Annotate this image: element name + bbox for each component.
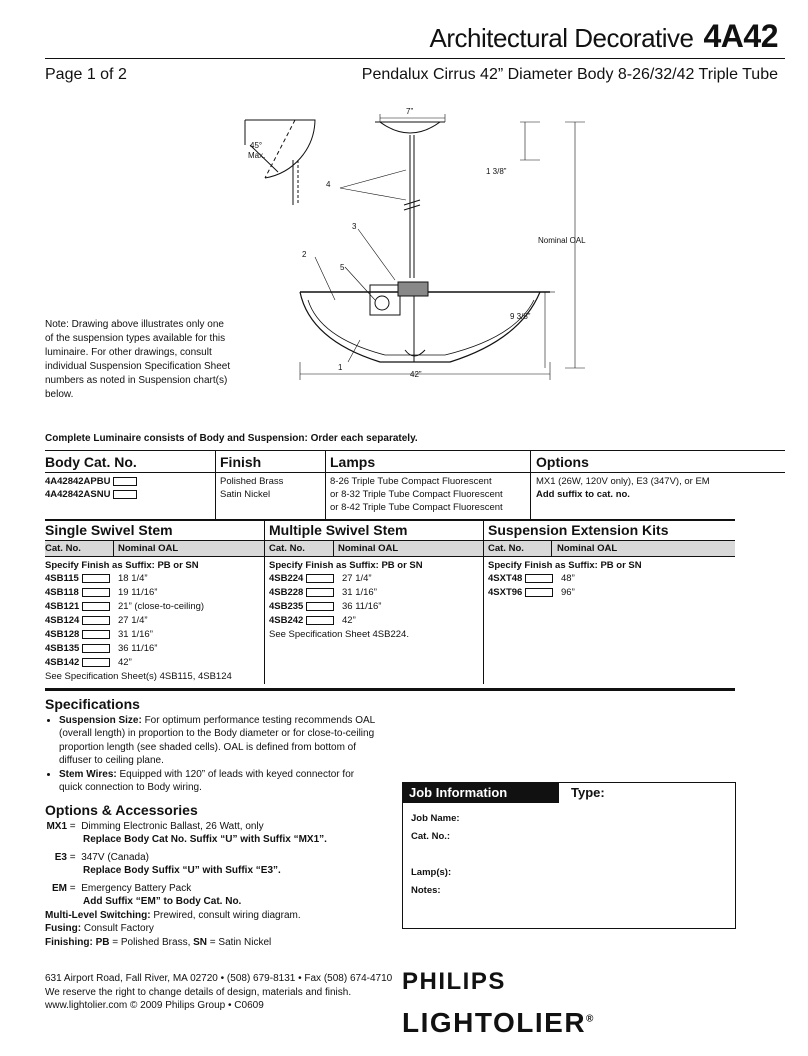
- single-see-sheet: See Specification Sheet(s) 4SB115, 4SB124: [45, 671, 232, 682]
- multiple-row: 4SB242 42”: [269, 615, 356, 626]
- extension-title: Suspension Extension Kits: [488, 522, 669, 538]
- angle-suffix: Max.: [248, 151, 266, 160]
- lamp-2: or 8-32 Triple Tube Compact Fluorescent: [330, 489, 503, 500]
- options-header: Options: [536, 454, 589, 470]
- spec-item: • Suspension Size: For optimum performance testing recommends OAL (overall length) in proportion to the Body diameter or for close-to-ceiling proportion length (see shaded cells). OAL is defined from bottom of diffuser to ceiling plane.: [59, 714, 375, 768]
- body-cat-1: 4A42842APBU: [45, 475, 137, 489]
- extension-row: 4SXT48 48”: [488, 573, 575, 584]
- callout-5: 5: [340, 263, 345, 272]
- multiple-row: 4SB235 36 11/16”: [269, 601, 382, 612]
- order-note: Complete Luminaire consists of Body and Suspension: Order each separately.: [45, 433, 418, 444]
- single-row: 4SB121 21” (close-to-ceiling): [45, 601, 205, 612]
- job-type-label: Type:: [571, 785, 605, 800]
- finish-1: Polished Brass: [220, 476, 284, 487]
- callout-1: 1: [338, 363, 343, 372]
- specifications-section: [45, 698, 375, 795]
- callout-2: 2: [302, 250, 307, 259]
- extension-row: 4SXT96 96”: [488, 587, 575, 598]
- job-information-box: [402, 782, 736, 929]
- lamp-1: 8-26 Triple Tube Compact Fluorescent: [330, 476, 492, 487]
- canopy-dim: 7”: [406, 107, 414, 116]
- extension-oal-col: Nominal OAL: [557, 543, 618, 554]
- callout-4: 4: [326, 180, 331, 189]
- finish-2: Satin Nickel: [220, 489, 271, 500]
- single-row: 4SB124 27 1/4”: [45, 615, 148, 626]
- philips-logo: PHILIPS: [402, 968, 506, 995]
- multiple-row: 4SB228 31 1/16”: [269, 587, 377, 598]
- body-cat-header: Body Cat. No.: [45, 454, 137, 470]
- extension-cat-col: Cat. No.: [488, 543, 524, 554]
- body-table-top-rule: [45, 450, 785, 451]
- lamps-header: Lamps: [330, 454, 376, 470]
- single-row: 4SB135 36 11/16”: [45, 643, 158, 654]
- document-title: [430, 18, 779, 55]
- job-lamps-label: Lamp(s):: [411, 867, 452, 878]
- options-title: Options & Accessories: [45, 802, 198, 818]
- single-row: 4SB115 18 1/4”: [45, 573, 148, 584]
- product-code: 4A42: [703, 18, 778, 54]
- multiple-oal-col: Nominal OAL: [338, 543, 399, 554]
- angle-label: 45°: [250, 141, 263, 150]
- job-notes-label: Notes:: [411, 885, 441, 896]
- specifications-title: Specifications: [45, 696, 140, 712]
- multiple-swivel-title: Multiple Swivel Stem: [269, 522, 408, 538]
- multiple-see-sheet: See Specification Sheet 4SB224.: [269, 629, 409, 640]
- section-divider: [45, 688, 735, 691]
- single-oal-col: Nominal OAL: [118, 543, 179, 554]
- spec-item: • Stem Wires: Equipped with 120” of leads with keyed connector for quick connection to Body wiring.: [59, 768, 375, 795]
- multi-level-switching: Multi-Level Switching: Prewired, consult wiring diagram.: [45, 909, 301, 921]
- fusing: Fusing: Consult Factory: [45, 923, 154, 934]
- option-item: MX1 = Dimming Electronic Ballast, 26 Watt, only: [46, 820, 264, 832]
- title-text: Architectural Decorative: [429, 23, 694, 53]
- extension-suffix-note: Specify Finish as Suffix: PB or SN: [488, 560, 642, 571]
- header-rule: [45, 58, 785, 59]
- multiple-row: 4SB224 27 1/4”: [269, 573, 372, 584]
- single-cat-col: Cat. No.: [45, 543, 81, 554]
- job-cat-label: Cat. No.:: [411, 831, 451, 842]
- job-info-header: Job Information: [403, 783, 559, 803]
- option-1: MX1 (26W, 120V only), E3 (347V), or EM: [536, 476, 710, 487]
- drawing-note: Note: Drawing above illustrates only one of the suspension types available for this luminaire. For other drawings, consult individual Suspension Specification Sheet numbers as noted in Suspension chart(s) below.: [45, 319, 231, 400]
- single-row: 4SB142 42”: [45, 657, 132, 668]
- nominal-oal-dim: Nominal OAL: [538, 236, 586, 245]
- finishing: Finishing: PB = Polished Brass, SN = Satin Nickel: [45, 936, 272, 948]
- lamp-3: or 8-42 Triple Tube Compact Fluorescent: [330, 502, 503, 513]
- single-suffix-note: Specify Finish as Suffix: PB or SN: [45, 560, 199, 571]
- option-item: EM = Emergency Battery Pack: [52, 882, 192, 894]
- single-swivel-title: Single Swivel Stem: [45, 522, 173, 538]
- single-row: 4SB128 31 1/16”: [45, 629, 153, 640]
- job-name-label: Job Name:: [411, 813, 460, 824]
- multiple-cat-col: Cat. No.: [269, 543, 305, 554]
- single-row: 4SB118 19 11/16”: [45, 587, 158, 598]
- lightolier-logo: LIGHTOLIER®: [402, 1007, 595, 1038]
- canopy-height-dim: 1 3/8”: [486, 167, 507, 176]
- multiple-suffix-note: Specify Finish as Suffix: PB or SN: [269, 560, 423, 571]
- option-item: E3 = 347V (Canada): [54, 851, 150, 863]
- luminaire-drawing: [220, 100, 600, 385]
- body-height-dim: 9 3/8”: [510, 312, 531, 321]
- footer-address: 631 Airport Road, Fall River, MA 02720 • (508) 679-8131 • Fax (508) 674-4710 We reserve the right to change details of design, materials and finish. www.lightolier.com © 2009 Philips Group • C0609: [45, 973, 393, 1011]
- finish-header: Finish: [220, 454, 262, 470]
- diameter-dim: 42”: [410, 370, 422, 379]
- callout-3: 3: [352, 222, 357, 231]
- page-number: Page 1 of 2: [45, 66, 127, 83]
- option-2: Add suffix to cat. no.: [536, 489, 630, 500]
- product-subtitle: Pendalux Cirrus 42” Diameter Body 8-26/32/42 Triple Tube: [361, 66, 778, 83]
- body-cat-2: 4A42842ASNU: [45, 488, 137, 502]
- options-section: Options & Accessories MX1 = Dimming Electronic Ballast, 26 Watt, only Replace Body Cat No. Suffix “U” with Suffix “MX1”. E3 = 347V (Canada) Replace Body Suffix “U” with Suffix “E3”. EM = Emergency Battery Pack Add Suffix “EM” to Body Cat. No. Multi-Level Switching: Prewired, consult wiring diagram. Fusing: Consult Factory Finishing: PB = Polished Brass, SN = Satin Nickel: [45, 804, 375, 949]
